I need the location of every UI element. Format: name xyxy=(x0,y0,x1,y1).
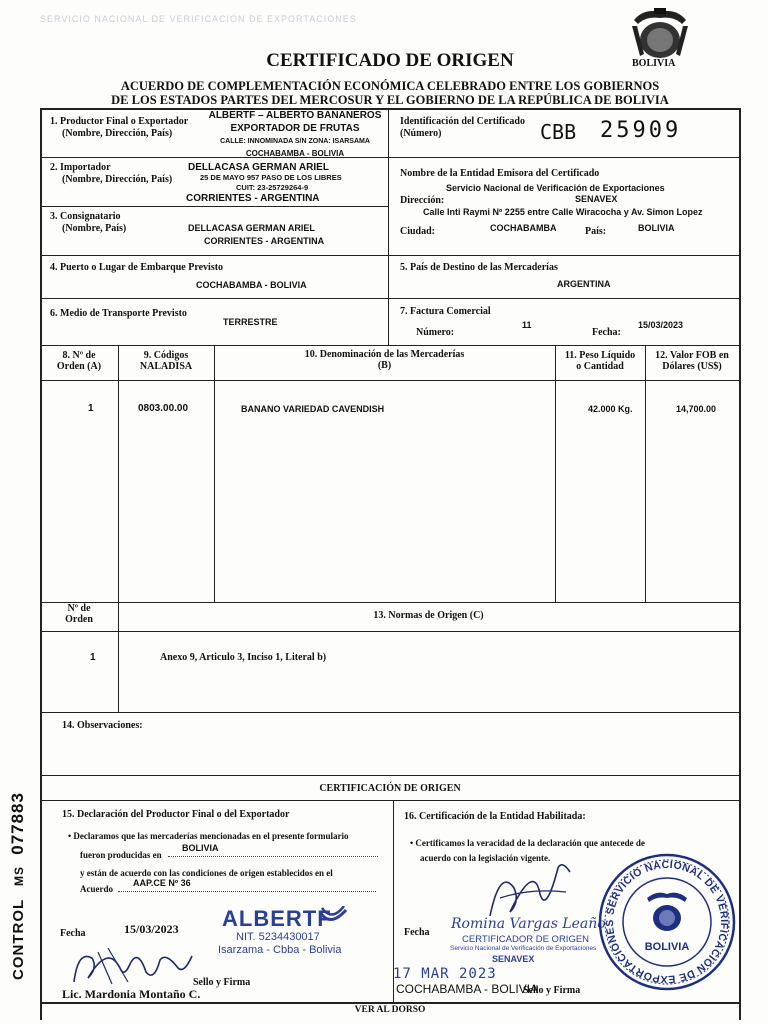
entity-acronym: SENAVEX xyxy=(575,194,618,204)
cert-id-number: 25909 xyxy=(600,118,682,143)
exporter-stamp-name: ALBERTF xyxy=(222,906,332,931)
destination-label: 5. País de Destino de las Mercaderías xyxy=(400,262,558,273)
invoice-number-label: Número: xyxy=(416,327,455,338)
grid-line xyxy=(739,108,741,1020)
entity-certification-line-2: acuerdo con la legislación vigente. xyxy=(420,853,551,863)
entity-certification-label: 16. Certificación de la Entidad Habilitada: xyxy=(404,811,586,822)
norms-row-order: 1 xyxy=(90,652,96,663)
exporter-stamp-nit: NIT. 5234430017 xyxy=(236,931,320,943)
grid-line xyxy=(40,345,740,346)
goods-row-order: 1 xyxy=(88,403,94,414)
page-title: CERTIFICADO DE ORIGEN xyxy=(266,50,514,71)
agreement-value: AAP.CE Nº 36 xyxy=(133,878,191,888)
entity-label: Nombre de la Entidad Emisora del Certificado xyxy=(400,168,600,179)
grid-line xyxy=(645,345,646,602)
goods-header-description: 10. Denominación de las Mercaderías (B) xyxy=(304,349,465,371)
declaration-line-4: Acuerdo xyxy=(80,884,113,894)
grid-line xyxy=(40,800,740,801)
footer-see-reverse: VER AL DORSO xyxy=(354,1005,426,1015)
exporter-signer-name: Lic. Mardonia Montaño C. xyxy=(62,987,201,1001)
grid-line xyxy=(118,345,119,602)
entity-date-label: Fecha xyxy=(404,927,430,938)
grid-line xyxy=(40,602,740,603)
producer-label: 1. Productor Final o Exportador xyxy=(50,116,189,127)
consignee-sublabel: (Nombre, País) xyxy=(62,223,127,234)
consignee-label: 3. Consignatario xyxy=(50,211,121,222)
officer-name: Romina Vargas Leaño xyxy=(451,916,606,932)
entity-name: Servicio Nacional de Verificación de Exportaciones xyxy=(446,183,665,193)
grid-line xyxy=(555,345,556,602)
seal-ring-text: SERVICIO NACIONAL DE VERIFICACION DE EXPORTACIONES xyxy=(603,858,731,986)
seal-center-text: BOLIVIA xyxy=(644,941,690,953)
grid-line xyxy=(40,631,740,632)
goods-header-weight: 11. Peso Líquido o Cantidad xyxy=(564,350,636,372)
grid-line xyxy=(40,108,740,110)
norms-header-order: Nº de Orden xyxy=(65,603,93,625)
consignee-name: DELLACASA GERMAN ARIEL xyxy=(188,223,315,233)
entity-city: COCHABAMBA xyxy=(490,223,557,233)
grid-line xyxy=(40,298,740,299)
declaration-line-3: y están de acuerdo con las condiciones de origen establecidos en el xyxy=(80,868,333,878)
grid-line xyxy=(40,206,388,207)
produced-in-underline xyxy=(168,856,378,857)
importer-sublabel: (Nombre, Dirección, País) xyxy=(62,174,173,185)
invoice-label: 7. Factura Comercial xyxy=(400,306,491,317)
norms-row-text: Anexo 9, Articulo 3, Inciso 1, Literal b) xyxy=(160,652,327,663)
importer-address: 25 DE MAYO 957 PASO DE LOS LIBRES xyxy=(200,173,342,182)
producer-city: COCHABAMBA - BOLIVIA xyxy=(245,149,345,158)
importer-label: 2. Importador xyxy=(50,162,111,173)
producer-address: CALLE: INNOMINADA S/N ZONA: ISARSAMA xyxy=(220,138,370,145)
invoice-number: 11 xyxy=(522,320,532,330)
entity-country-label: País: xyxy=(585,226,607,237)
declaration-line-1: • Declaramos que las mercaderías mencionadas en el presente formulario xyxy=(68,831,349,841)
producer-sublabel: (Nombre, Dirección, País) xyxy=(62,128,173,139)
entity-country: BOLIVIA xyxy=(638,223,675,233)
entity-place: COCHABAMBA - BOLIVIA xyxy=(396,982,539,996)
port-value: COCHABAMBA - BOLIVIA xyxy=(196,280,307,290)
destination-value: ARGENTINA xyxy=(557,279,611,289)
control-number: CONTROL MS 077883 xyxy=(8,792,27,980)
subtitle-line-1: ACUERDO DE COMPLEMENTACIÓN ECONÓMICA CELEBRADO ENTRE LOS GOBIERNOS xyxy=(120,79,660,93)
senavex-seal-icon xyxy=(597,852,737,992)
grid-line xyxy=(40,255,740,256)
banana-icon xyxy=(318,906,348,933)
date-stamp: 17 MAR 2023 xyxy=(393,966,497,982)
declaration-label: 15. Declaración del Productor Final o del Exportador xyxy=(62,809,290,820)
entity-address: Calle Inti Raymi Nº 2255 entre Calle Wiracocha y Av. Simon Lopez xyxy=(423,207,703,217)
observations-label: 14. Observaciones: xyxy=(62,720,143,731)
faded-header-text: SERVICIO NACIONAL DE VERIFICACION DE EXPORTACIONES xyxy=(40,14,357,24)
entity-dir-label: Dirección: xyxy=(400,195,445,206)
grid-line xyxy=(40,108,42,1020)
importer-city: CORRIENTES - ARGENTINA xyxy=(186,193,320,204)
produced-in-value: BOLIVIA xyxy=(182,843,219,853)
officer-entity: Servicio Nacional de Verificación de Exportaciones xyxy=(450,945,597,952)
declaration-line-2: fueron producidas en xyxy=(80,850,162,860)
grid-line xyxy=(40,380,740,381)
goods-header-fob: 12. Valor FOB en Dólares (US$) xyxy=(655,350,729,372)
grid-line xyxy=(40,775,740,776)
transport-label: 6. Medio de Transporte Previsto xyxy=(50,308,187,319)
exporter-stamp-place: Isarzama - Cbba - Bolivia xyxy=(218,944,342,956)
certification-title: CERTIFICACIÓN DE ORIGEN xyxy=(319,783,461,794)
entity-seal-label: Sello y Firma xyxy=(523,985,581,996)
importer-name: DELLACASA GERMAN ARIEL xyxy=(188,162,329,173)
officer-title: CERTIFICADOR DE ORIGEN xyxy=(462,934,590,945)
cert-id-label: Identificación del Certificado xyxy=(400,116,525,127)
goods-row-code: 0803.00.00 xyxy=(138,403,189,414)
goods-header-code: 9. Códigos NALADISA xyxy=(139,350,193,372)
invoice-date-label: Fecha: xyxy=(592,327,621,338)
norms-header-title: 13. Normas de Origen (C) xyxy=(373,610,484,621)
port-label: 4. Puerto o Lugar de Embarque Previsto xyxy=(50,262,224,273)
officer-acronym: SENAVEX xyxy=(492,954,535,964)
country-label: BOLIVIA xyxy=(632,58,676,69)
grid-line xyxy=(388,157,740,158)
declaration-date-label: Fecha xyxy=(60,928,86,939)
producer-activity: EXPORTADOR DE FRUTAS xyxy=(230,123,360,134)
goods-row-weight: 42.000 Kg. xyxy=(588,404,633,414)
goods-row-description: BANANO VARIEDAD CAVENDISH xyxy=(241,404,385,414)
invoice-date: 15/03/2023 xyxy=(638,320,684,330)
agreement-underline xyxy=(118,891,376,892)
subtitle-line-2: DE LOS ESTADOS PARTES DEL MERCOSUR Y EL GOBIERNO DE LA REPÚBLICA DE BOLIVIA xyxy=(111,93,669,107)
importer-cuit: CUIT: 23-25729264-9 xyxy=(236,183,309,192)
producer-name: ALBERTF – ALBERTO BANANEROS xyxy=(208,110,382,121)
goods-header-order: 8. Nº de Orden (A) xyxy=(56,350,102,372)
cert-id-sublabel: (Número) xyxy=(400,128,442,139)
cert-id-prefix: CBB xyxy=(540,120,577,144)
grid-line xyxy=(214,345,215,602)
grid-line xyxy=(40,1002,740,1004)
grid-line xyxy=(40,712,740,713)
transport-value: TERRESTRE xyxy=(223,317,278,327)
consignee-city: CORRIENTES - ARGENTINA xyxy=(204,236,325,246)
entity-certification-line-1: • Certificamos la veracidad de la declaración que antecede de xyxy=(410,838,645,848)
exporter-seal-label: Sello y Firma xyxy=(193,977,251,988)
entity-city-label: Ciudad: xyxy=(400,226,436,237)
goods-row-fob: 14,700.00 xyxy=(676,404,717,414)
declaration-date: 15/03/2023 xyxy=(124,922,179,936)
coat-of-arms-icon xyxy=(624,6,696,64)
